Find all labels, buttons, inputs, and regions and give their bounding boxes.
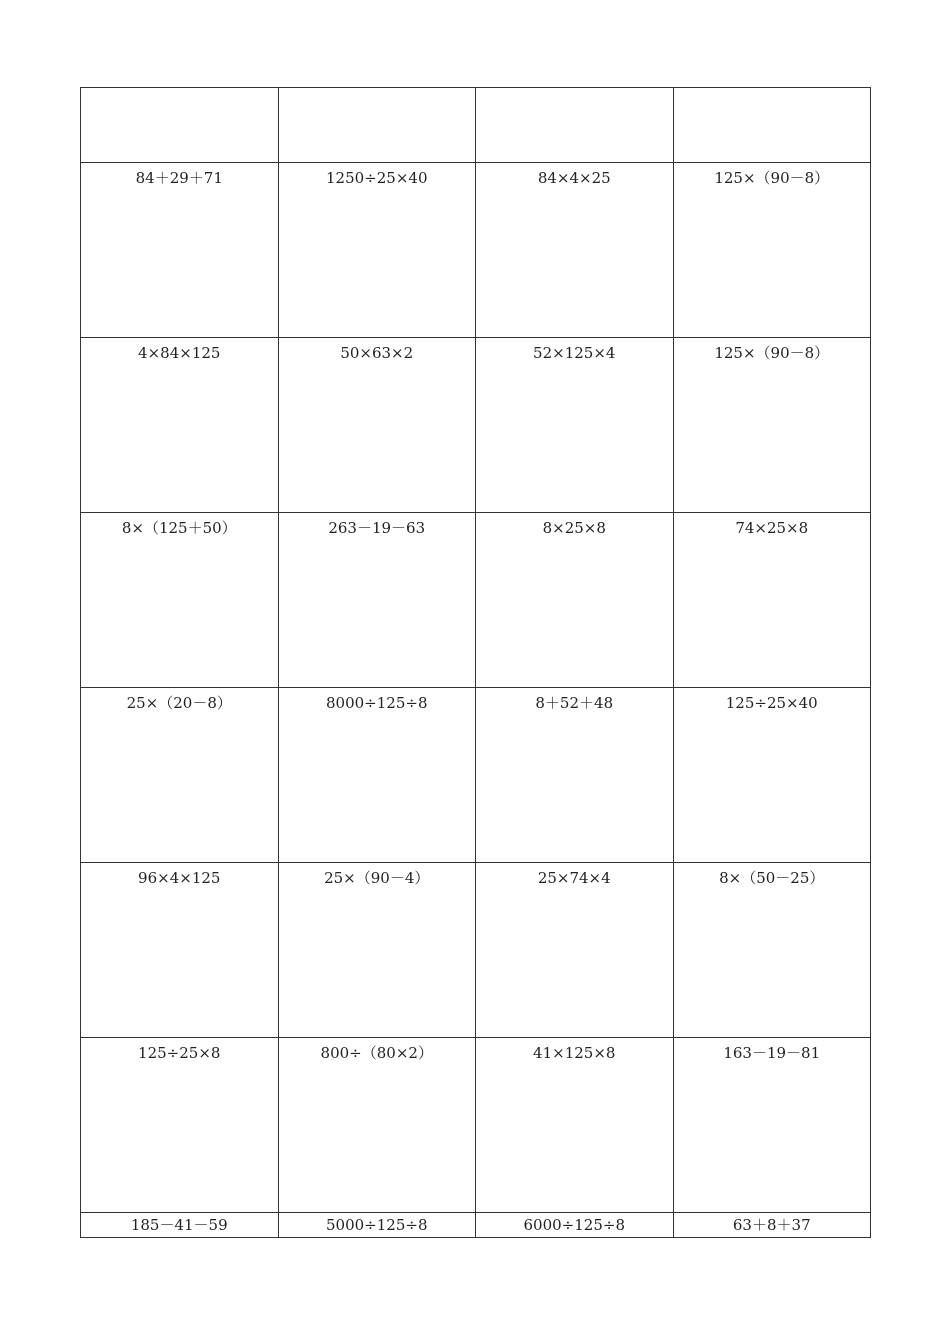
problem-cell [476, 163, 674, 338]
problem-expression: 96×4×125 [138, 869, 221, 887]
problem-cell [673, 688, 871, 863]
problem-cell [476, 1213, 674, 1238]
header-cell [81, 88, 279, 163]
problem-row [81, 338, 871, 513]
problem-expression: 125÷25×8 [138, 1044, 221, 1062]
problem-row [81, 513, 871, 688]
problem-expression: 25×74×4 [537, 869, 611, 887]
problem-cell [81, 863, 279, 1038]
problem-expression: 125×（90－8） [714, 169, 830, 187]
problem-expression: 185－41－59 [130, 1216, 228, 1234]
header-cell [278, 88, 476, 163]
worksheet-table [80, 87, 871, 1238]
problem-cell [81, 1213, 279, 1238]
problem-expression: 74×25×8 [735, 519, 809, 537]
problem-cell [476, 513, 674, 688]
problem-cell [81, 338, 279, 513]
header-cell [673, 88, 871, 163]
problem-cell [476, 863, 674, 1038]
problem-expression: 8＋52＋48 [535, 694, 614, 712]
problem-cell [673, 163, 871, 338]
problem-expression: 84×4×25 [537, 169, 611, 187]
problem-cell [476, 688, 674, 863]
problem-cell [278, 863, 476, 1038]
header-cell [476, 88, 674, 163]
problem-cell [81, 513, 279, 688]
problem-row [81, 1038, 871, 1213]
problem-cell [278, 1213, 476, 1238]
problem-cell [81, 1038, 279, 1213]
problem-expression: 125×（90－8） [714, 344, 830, 362]
problem-row [81, 688, 871, 863]
problem-expression: 25×（20－8） [126, 694, 232, 712]
problem-expression: 8×（50－25） [719, 869, 825, 887]
problem-cell [476, 1038, 674, 1213]
problem-cell [81, 688, 279, 863]
problem-expression: 25×（90－4） [324, 869, 430, 887]
problem-expression: 8×25×8 [542, 519, 606, 537]
problem-cell [278, 338, 476, 513]
problem-expression: 1250÷25×40 [326, 169, 428, 187]
problem-expression: 41×125×8 [533, 1044, 616, 1062]
problem-cell [81, 163, 279, 338]
problem-cell [278, 1038, 476, 1213]
problem-cell [673, 863, 871, 1038]
problem-expression: 263－19－63 [328, 519, 426, 537]
problem-cell [673, 1213, 871, 1238]
problem-cell [673, 513, 871, 688]
problem-row [81, 1213, 871, 1238]
problem-expression: 5000÷125÷8 [326, 1216, 428, 1234]
problem-expression: 8×（125＋50） [121, 519, 237, 537]
problem-expression: 6000÷125÷8 [523, 1216, 625, 1234]
problem-expression: 63＋8＋37 [732, 1216, 811, 1234]
problem-expression: 125÷25×40 [725, 694, 818, 712]
problem-expression: 4×84×125 [138, 344, 221, 362]
problem-row [81, 163, 871, 338]
problem-expression: 8000÷125÷8 [326, 694, 428, 712]
problem-cell [278, 163, 476, 338]
problem-expression: 84＋29＋71 [135, 169, 223, 187]
problem-expression: 800÷（80×2） [320, 1044, 433, 1062]
problem-cell [476, 338, 674, 513]
header-row [81, 88, 871, 163]
problem-expression: 163－19－81 [723, 1044, 821, 1062]
problem-cell [673, 338, 871, 513]
problem-row [81, 863, 871, 1038]
problem-expression: 52×125×4 [533, 344, 616, 362]
problem-expression: 50×63×2 [340, 344, 414, 362]
problem-cell [673, 1038, 871, 1213]
problem-cell [278, 513, 476, 688]
problem-cell [278, 688, 476, 863]
